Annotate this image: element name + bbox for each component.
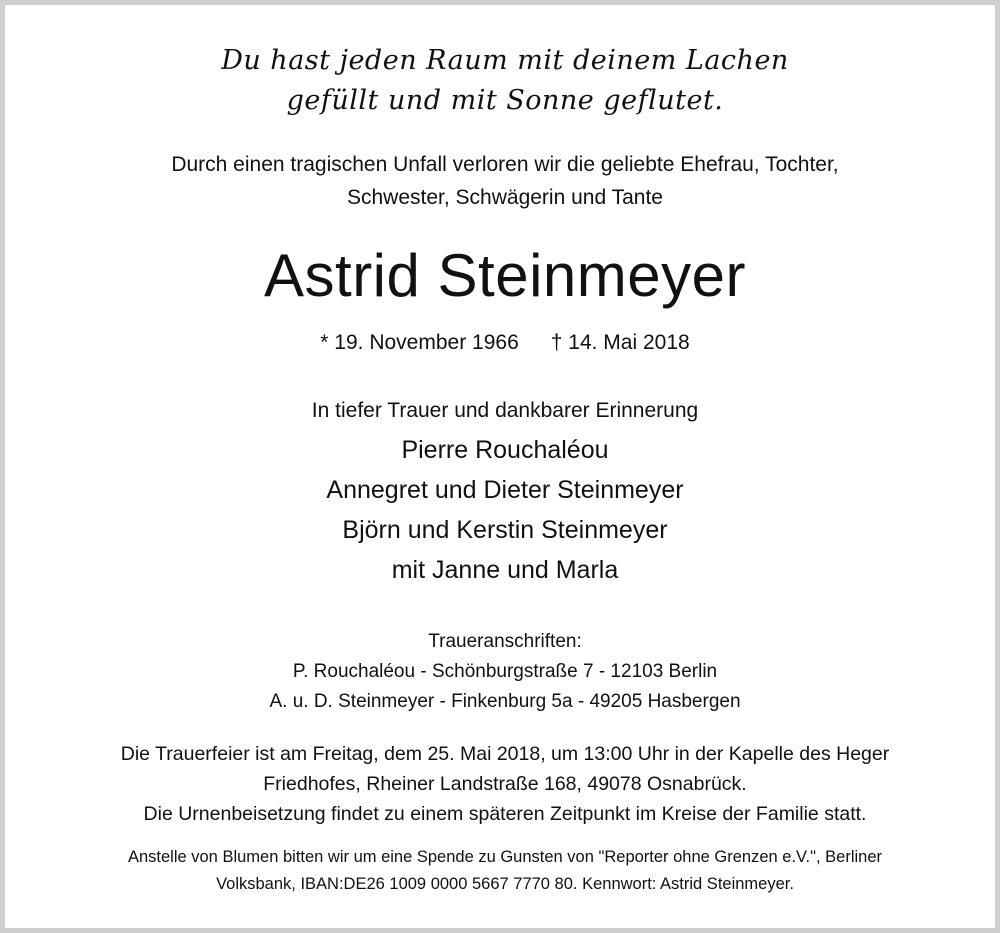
mourners-lead: In tiefer Trauer und dankbarer Erinnerung <box>311 399 699 422</box>
addresses-heading: Traueranschriften: <box>428 631 582 652</box>
ceremony-line: Friedhofes, Rheiner Landstraße 168, 49078 Osnabrück. <box>263 773 747 795</box>
donation-line: Volksbank, IBAN:DE26 1009 0000 5667 7770 80. Kennwort: Astrid Steinmeyer. <box>216 875 794 893</box>
donation-line: Anstelle von Blumen bitten wir um eine Spende zu Gunsten von "Reporter ohne Grenzen e.V.", Berliner <box>127 848 883 866</box>
motto-line-2: gefüllt und mit Sonne geflutet. <box>286 85 724 116</box>
motto-line-1: Du hast jeden Raum mit deinem Lachen <box>221 45 789 76</box>
death-date: † 14. Mai 2018 <box>550 331 690 354</box>
address-line: A. u. D. Steinmeyer - Finkenburg 5a - 49205 Hasbergen <box>269 691 741 712</box>
address-line: P. Rouchaléou - Schönburgstraße 7 - 12103 Berlin <box>292 661 718 682</box>
ceremony-line: Die Trauerfeier ist am Freitag, dem 25. Mai 2018, um 13:00 Uhr in der Kapelle des Heger <box>120 743 890 765</box>
mourner-name: Björn und Kerstin Steinmeyer <box>342 516 668 544</box>
mourner-name: Pierre Rouchaléou <box>401 436 609 464</box>
ceremony-line: Die Urnenbeisetzung findet zu einem späteren Zeitpunkt im Kreise der Familie statt. <box>143 803 867 825</box>
intro-line-2: Schwester, Schwägerin und Tante <box>347 186 663 209</box>
deceased-name: Astrid Steinmeyer <box>264 242 746 309</box>
mourner-name: mit Janne und Marla <box>391 556 619 584</box>
life-dates <box>5 331 1000 355</box>
birth-date: * 19. November 1966 <box>320 331 519 354</box>
intro-line-1: Durch einen tragischen Unfall verloren wir die geliebte Ehefrau, Tochter, <box>171 153 839 176</box>
mourner-name: Annegret und Dieter Steinmeyer <box>326 476 684 504</box>
